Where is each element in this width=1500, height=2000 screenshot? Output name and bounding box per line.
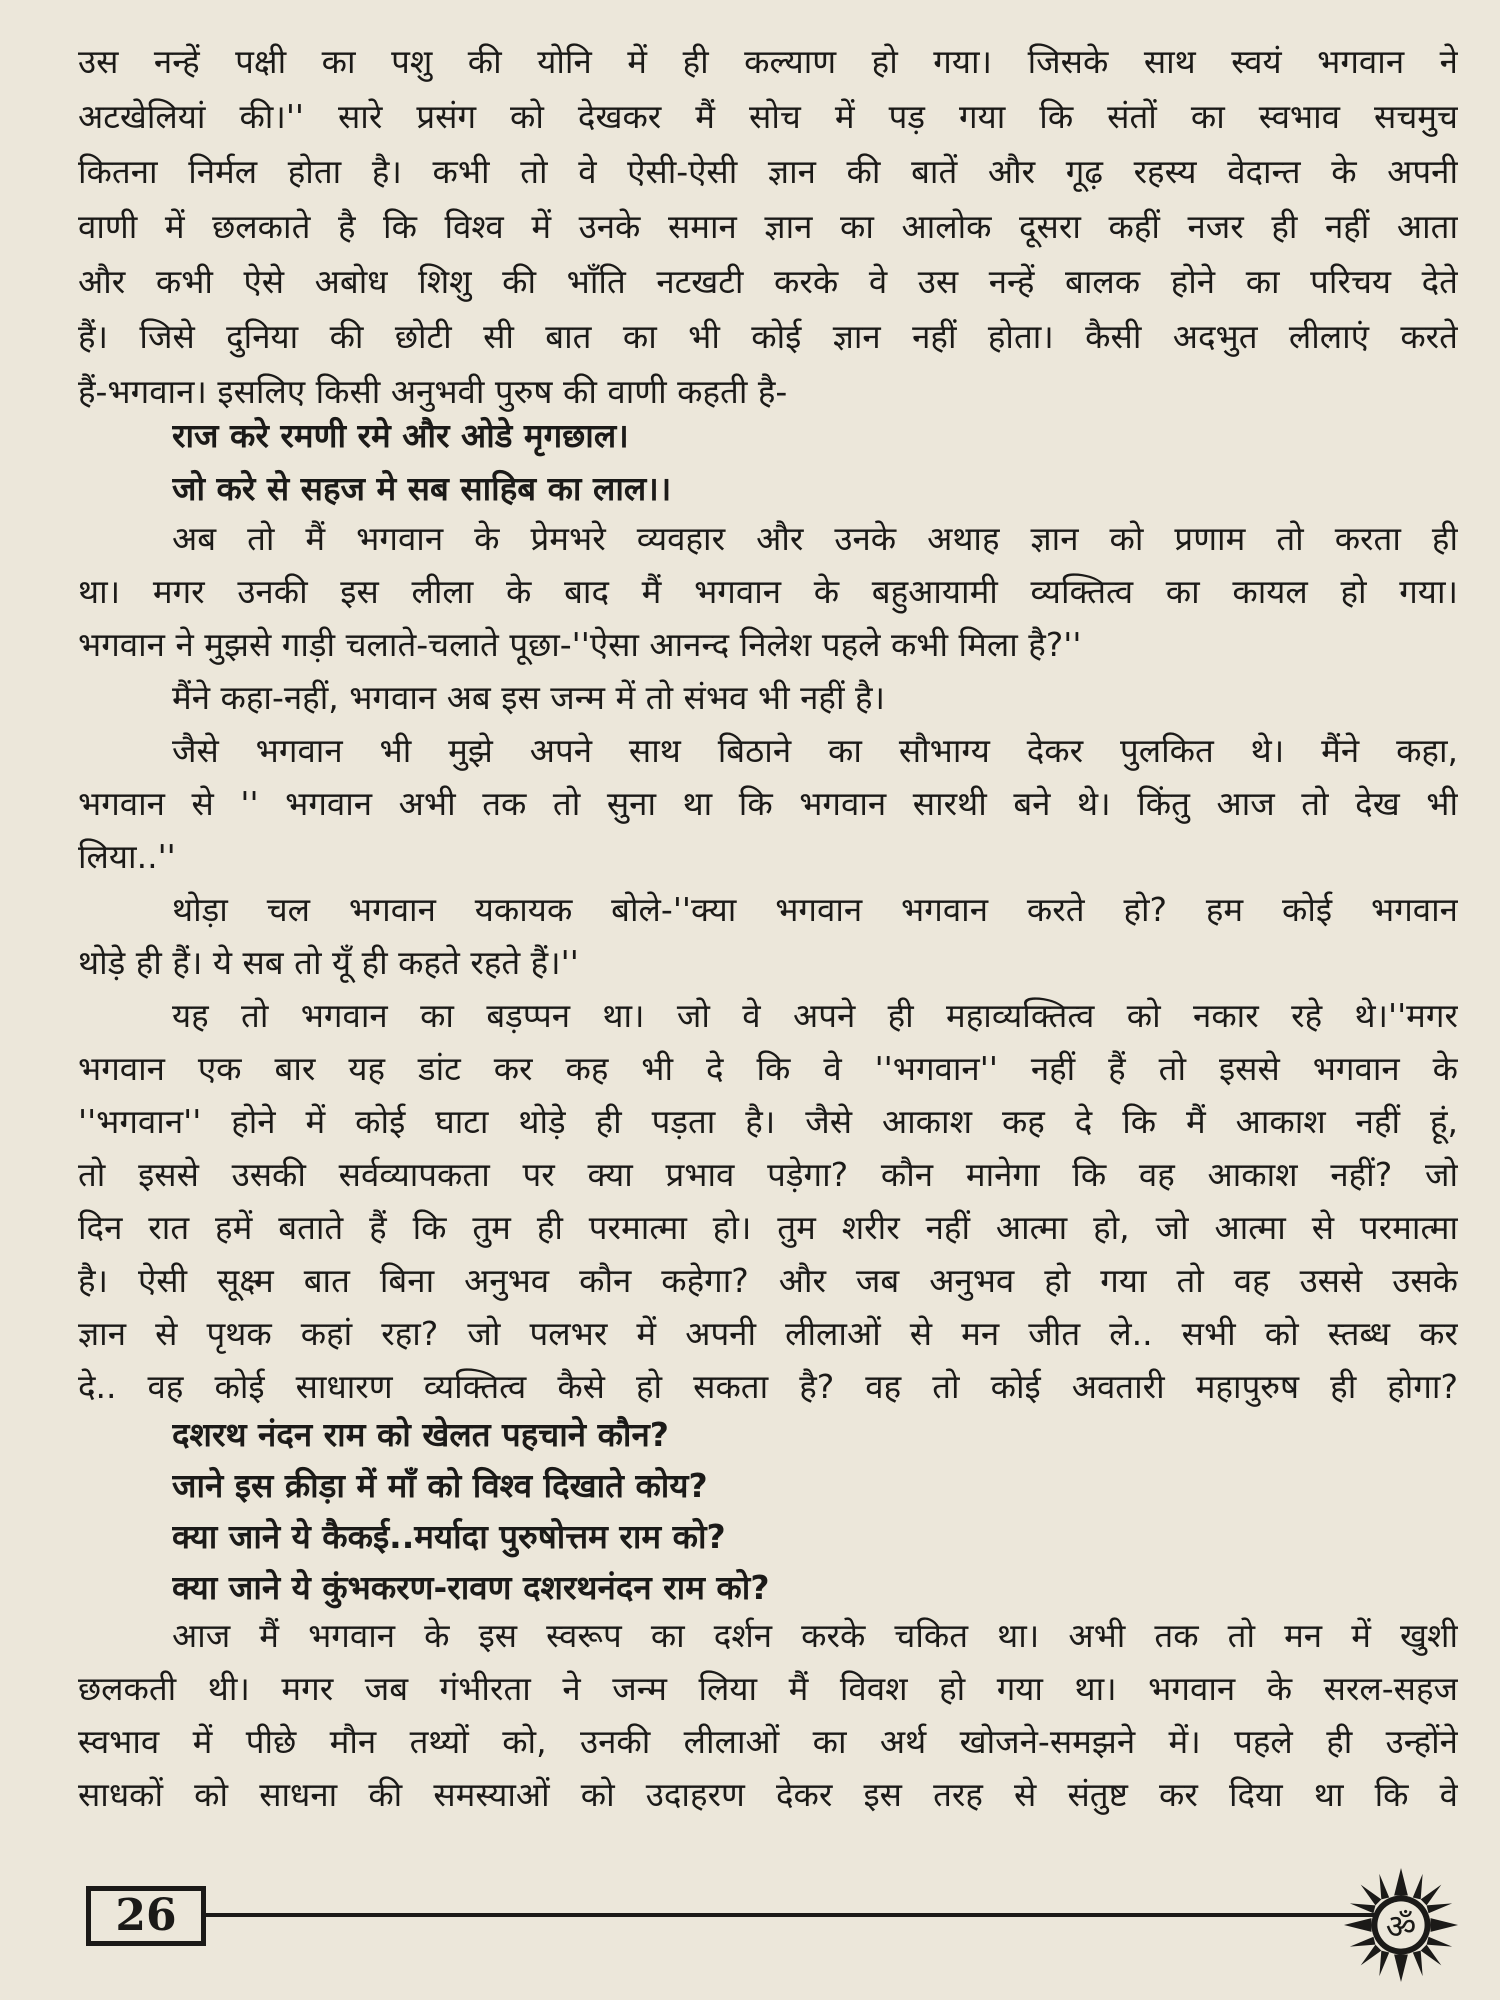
verse-line: राज करे रमणी रमे और ओडे मृगछाल।: [172, 416, 629, 455]
text-line: कितना निर्मल होता है। कभी तो वे ऐसी-ऐसी ज्ञान की बातें और गूढ़ रहस्य वेदान्त के अपनी: [78, 152, 1458, 191]
text-line: यह तो भगवान का बड़प्पन था। जो वे अपने ही महाव्यक्तित्व को नकार रहे थे।''मगर: [172, 996, 1458, 1035]
verse-line: दशरथ नंदन राम को खेलत पहचाने कौन?: [172, 1415, 669, 1454]
text-line: लिया..'': [78, 837, 176, 876]
text-line: स्वभाव में पीछे मौन तथ्यों को, उनकी लीलाओं का अर्थ खोजने-समझने में। पहले ही उन्होंने: [78, 1722, 1458, 1761]
text-line: भगवान ने मुझसे गाड़ी चलाते-चलाते पूछा-''ऐसा आनन्द निलेश पहले कभी मिला है?'': [78, 625, 1082, 664]
text-line: अटखेलियां की।'' सारे प्रसंग को देखकर मैं सोच में पड़ गया कि संतों का स्वभाव सचमुच: [78, 97, 1458, 136]
text-line: साधकों को साधना की समस्याओं को उदाहरण देकर इस तरह से संतुष्ट कर दिया था कि वे: [78, 1775, 1458, 1814]
text-line: हैं-भगवान। इसलिए किसी अनुभवी पुरुष की वाणी कहती है-: [78, 372, 788, 411]
text-line: वाणी में छलकाते है कि विश्व में उनके समान ज्ञान का आलोक दूसरा कहीं नजर ही नहीं आता: [78, 207, 1458, 246]
page-number: 26: [86, 1886, 206, 1946]
text-line: भगवान से '' भगवान अभी तक तो सुना था कि भगवान सारथी बने थे। किंतु आज तो देख भी: [78, 784, 1458, 823]
text-line: दे.. वह कोई साधारण व्यक्तित्व कैसे हो सकता है? वह तो कोई अवतारी महापुरुष ही होगा?: [78, 1367, 1458, 1406]
text-line: हैं। जिसे दुनिया की छोटी सी बात का भी कोई ज्ञान नहीं होता। कैसी अदभुत लीलाएं करते: [78, 317, 1458, 356]
text-line: थोड़ा चल भगवान यकायक बोले-''क्या भगवान भगवान करते हो? हम कोई भगवान: [172, 890, 1458, 929]
text-line: उस नन्हें पक्षी का पशु की योनि में ही कल्याण हो गया। जिसके साथ स्वयं भगवान ने: [78, 42, 1458, 81]
om-glyph: ॐ: [1385, 1906, 1417, 1946]
page-footer: [80, 1866, 1460, 1976]
text-line: अब तो मैं भगवान के प्रेमभरे व्यवहार और उनके अथाह ज्ञान को प्रणाम तो करता ही: [172, 519, 1458, 558]
text-line: मैंने कहा-नहीं, भगवान अब इस जन्म में तो संभव भी नहीं है।: [172, 678, 886, 717]
text-line: जैसे भगवान भी मुझे अपने साथ बिठाने का सौभाग्य देकर पुलकित थे। मैंने कहा,: [172, 731, 1458, 770]
om-sun-icon: [1342, 1866, 1460, 1984]
verse-line: क्या जाने ये कुंभकरण-रावण दशरथनंदन राम को?: [172, 1568, 770, 1607]
text-line: ''भगवान'' होने में कोई घाटा थोड़े ही पड़ता है। जैसे आकाश कह दे कि मैं आकाश नहीं हूं,: [78, 1102, 1458, 1141]
text-line: और कभी ऐसे अबोध शिशु की भाँति नटखटी करके वे उस नन्हें बालक होने का परिचय देते: [78, 262, 1458, 301]
text-line: भगवान एक बार यह डांट कर कह भी दे कि वे ''भगवान'' नहीं हैं तो इससे भगवान के: [78, 1049, 1458, 1088]
text-line: था। मगर उनकी इस लीला के बाद मैं भगवान के बहुआयामी व्यक्तित्व का कायल हो गया।: [78, 572, 1458, 611]
text-line: दिन रात हमें बताते हैं कि तुम ही परमात्मा हो। तुम शरीर नहीं आत्मा हो, जो आत्मा से परमात्मा: [78, 1208, 1458, 1247]
text-line: है। ऐसी सूक्ष्म बात बिना अनुभव कौन कहेगा? और जब अनुभव हो गया तो वह उससे उसके: [78, 1261, 1458, 1300]
text-line: छलकती थी। मगर जब गंभीरता ने जन्म लिया मैं विवश हो गया था। भगवान के सरल-सहज: [78, 1669, 1458, 1708]
text-line: तो इससे उसकी सर्वव्यापकता पर क्या प्रभाव पड़ेगा? कौन मानेगा कि वह आकाश नहीं? जो: [78, 1155, 1458, 1194]
text-line: आज मैं भगवान के इस स्वरूप का दर्शन करके चकित था। अभी तक तो मन में खुशी: [172, 1616, 1458, 1655]
footer-rule: [206, 1913, 1421, 1917]
verse-line: क्या जाने ये कैकई..मर्यादा पुरुषोत्तम राम को?: [172, 1517, 726, 1556]
text-line: थोड़े ही हैं। ये सब तो यूँ ही कहते रहते हैं।'': [78, 943, 579, 982]
verse-line: जाने इस क्रीड़ा में माँ को विश्व दिखाते कोय?: [172, 1466, 708, 1505]
text-line: ज्ञान से पृथक कहां रहा? जो पलभर में अपनी लीलाओं से मन जीत ले.. सभी को स्तब्ध कर: [78, 1314, 1458, 1353]
verse-line: जो करे से सहज मे सब साहिब का लाल।।: [172, 469, 672, 508]
